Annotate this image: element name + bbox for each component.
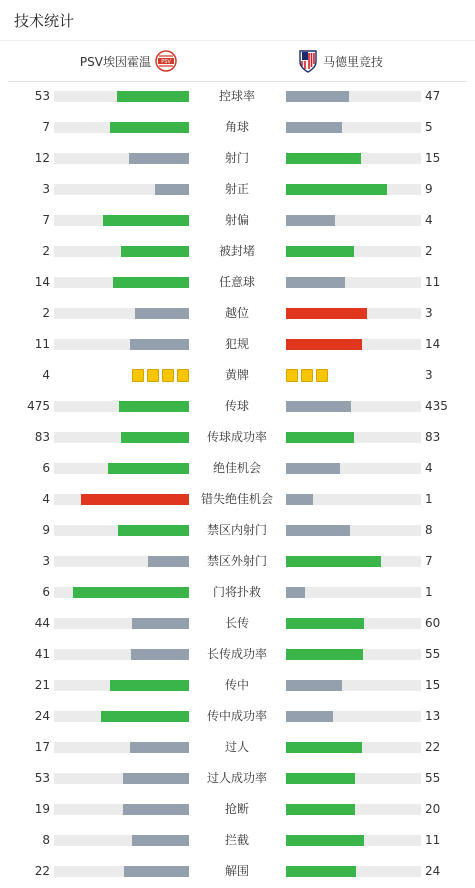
- away-value: 47: [425, 89, 441, 103]
- away-bar-track: [286, 773, 421, 784]
- home-bar-track: [54, 463, 189, 474]
- away-bar-track: [286, 246, 421, 257]
- stat-row: [0, 546, 475, 577]
- stat-row: [0, 360, 475, 391]
- stat-label: 射门: [224, 151, 249, 165]
- away-bar: [286, 525, 350, 536]
- away-bar-track: [286, 432, 421, 443]
- away-bar: [286, 618, 364, 629]
- home-value: 17: [34, 740, 50, 754]
- stat-label: 越位: [224, 306, 249, 320]
- away-bar-track: [286, 308, 421, 319]
- home-bar: [123, 804, 189, 815]
- stat-label: 禁区外射门: [206, 554, 267, 568]
- home-value: 6: [42, 585, 50, 599]
- away-team-name: 马德里竞技: [323, 54, 384, 69]
- header-bar: [0, 0, 475, 41]
- stat-label: 传球: [224, 399, 249, 413]
- yellow-card-icon: [132, 369, 144, 382]
- away-value: 7: [425, 554, 433, 568]
- stat-row: [0, 577, 475, 608]
- stat-label: 犯规: [224, 337, 249, 351]
- away-bar: [286, 649, 363, 660]
- stat-row: [0, 112, 475, 143]
- home-bar: [124, 866, 189, 877]
- home-bar: [110, 122, 189, 133]
- yellow-card-icon: [286, 369, 298, 382]
- stat-label: 角球: [224, 120, 249, 134]
- stat-label: 错失绝佳机会: [200, 492, 273, 506]
- home-bar: [110, 680, 189, 691]
- home-bar-track: [54, 184, 189, 195]
- stat-row: [0, 205, 475, 236]
- home-bar: [121, 246, 189, 257]
- away-bar: [286, 153, 361, 164]
- home-bar-track: [54, 649, 189, 660]
- home-bar-track: [54, 618, 189, 629]
- stat-row: [0, 515, 475, 546]
- home-value: 21: [34, 678, 50, 692]
- home-bar-track: [54, 835, 189, 846]
- away-bar-track: [286, 680, 421, 691]
- stat-label: 禁区内射门: [206, 523, 267, 537]
- away-bar: [286, 215, 335, 226]
- away-bar-track: [286, 494, 421, 505]
- away-bar: [286, 866, 356, 877]
- away-value: 20: [425, 802, 441, 816]
- home-value: 12: [34, 151, 50, 165]
- away-bar: [286, 339, 362, 350]
- home-bar-track: [54, 277, 189, 288]
- home-value: 7: [42, 120, 50, 134]
- away-value: 1: [425, 585, 433, 599]
- away-value: 4: [425, 461, 433, 475]
- away-value: 11: [425, 275, 441, 289]
- stat-label: 解围: [224, 864, 249, 878]
- home-bar: [121, 432, 189, 443]
- home-bar-track: [54, 122, 189, 133]
- stat-label: 绝佳机会: [212, 461, 261, 475]
- home-bar: [148, 556, 189, 567]
- home-bar-track: [54, 91, 189, 102]
- away-bar-track: [286, 215, 421, 226]
- stat-row: [0, 794, 475, 825]
- home-bar-track: [54, 680, 189, 691]
- home-value: 4: [42, 492, 50, 506]
- stat-row: [0, 81, 475, 112]
- away-bar: [286, 91, 349, 102]
- home-bar: [130, 339, 189, 350]
- home-bar-track: [54, 525, 189, 536]
- stat-row: [0, 174, 475, 205]
- home-bar-track: [54, 804, 189, 815]
- atletico-crest-icon: [297, 50, 319, 72]
- home-bar: [123, 773, 189, 784]
- home-bar: [113, 277, 189, 288]
- home-value: 19: [34, 802, 50, 816]
- yellow-card-icon: [147, 369, 159, 382]
- stat-label: 控球率: [218, 89, 255, 103]
- away-value: 60: [425, 616, 441, 630]
- stat-row: [0, 484, 475, 515]
- home-bar: [155, 184, 189, 195]
- home-bar: [117, 91, 189, 102]
- home-bar-track: [54, 866, 189, 877]
- stat-row: [0, 856, 475, 887]
- home-value: 53: [34, 771, 50, 785]
- stat-row: [0, 670, 475, 701]
- home-bar: [108, 463, 189, 474]
- away-bar: [286, 742, 362, 753]
- away-bar: [286, 246, 354, 257]
- away-bar-track: [286, 587, 421, 598]
- stats-list: [0, 81, 475, 888]
- away-bar-track: [286, 866, 421, 877]
- yellow-card-icon: [162, 369, 174, 382]
- stat-row: [0, 732, 475, 763]
- away-value: 83: [425, 430, 441, 444]
- svg-text:PSV: PSV: [161, 58, 171, 65]
- away-bar-track: [286, 649, 421, 660]
- away-bar-track: [286, 184, 421, 195]
- home-bar-track: [54, 339, 189, 350]
- away-value: 2: [425, 244, 433, 258]
- home-bar: [129, 153, 189, 164]
- away-value: 14: [425, 337, 441, 351]
- home-value: 53: [34, 89, 50, 103]
- away-bar: [286, 587, 305, 598]
- away-bar-track: [286, 91, 421, 102]
- home-value: 24: [34, 709, 50, 723]
- home-value: 4: [42, 368, 50, 382]
- page-title: 技术统计: [14, 12, 75, 30]
- away-bar: [286, 308, 367, 319]
- away-bar-track: [286, 339, 421, 350]
- away-bar-track: [286, 401, 421, 412]
- away-bar-track: [286, 277, 421, 288]
- away-bar-track: [286, 153, 421, 164]
- away-value: 5: [425, 120, 433, 134]
- home-value: 83: [34, 430, 50, 444]
- stat-row: [0, 763, 475, 794]
- stat-row: [0, 391, 475, 422]
- home-bar-track: [54, 773, 189, 784]
- stat-row: [0, 701, 475, 732]
- home-bar: [101, 711, 189, 722]
- home-bar-track: [54, 494, 189, 505]
- away-value: 55: [425, 771, 441, 785]
- home-team-name: PSV埃因霍温: [79, 54, 151, 69]
- stat-label: 门将扑救: [212, 585, 261, 599]
- stat-row: [0, 453, 475, 484]
- stat-row: [0, 298, 475, 329]
- away-value: 13: [425, 709, 441, 723]
- home-value: 11: [34, 337, 50, 351]
- home-bar-track: [54, 153, 189, 164]
- away-bar: [286, 680, 342, 691]
- away-bar-track: [286, 711, 421, 722]
- away-value: 15: [425, 678, 441, 692]
- psv-crest-icon: [155, 50, 177, 72]
- home-bar-track: [54, 215, 189, 226]
- home-value: 9: [42, 523, 50, 537]
- away-value: 11: [425, 833, 441, 847]
- yellow-card-icon: [301, 369, 313, 382]
- stat-label: 射偏: [224, 213, 249, 227]
- away-value: 55: [425, 647, 441, 661]
- away-bar-track: [286, 742, 421, 753]
- away-value: 435: [425, 399, 448, 413]
- away-bar: [286, 556, 381, 567]
- home-bar-track: [54, 246, 189, 257]
- home-team[interactable]: [80, 41, 181, 81]
- home-value: 44: [34, 616, 50, 630]
- home-value: 2: [42, 244, 50, 258]
- away-bar-track: [286, 556, 421, 567]
- away-value: 15: [425, 151, 441, 165]
- stat-label: 黄牌: [224, 368, 249, 382]
- away-value: 3: [425, 306, 433, 320]
- away-value: 24: [425, 864, 441, 878]
- stat-row: [0, 236, 475, 267]
- home-bar-track: [54, 556, 189, 567]
- away-value: 4: [425, 213, 433, 227]
- away-bar-track: [286, 463, 421, 474]
- home-value: 22: [34, 864, 50, 878]
- home-bar-track: [54, 401, 189, 412]
- away-bar-track: [286, 122, 421, 133]
- stat-label: 长传: [224, 616, 249, 630]
- stat-label: 任意球: [218, 275, 255, 289]
- stat-label: 传中成功率: [206, 709, 267, 723]
- away-bar: [286, 835, 364, 846]
- away-bar: [286, 494, 313, 505]
- home-value: 475: [27, 399, 50, 413]
- away-yellow-cards: [286, 369, 328, 382]
- home-value: 6: [42, 461, 50, 475]
- home-value: 41: [34, 647, 50, 661]
- away-bar: [286, 277, 345, 288]
- home-bar-track: [54, 432, 189, 443]
- home-bar: [119, 401, 189, 412]
- teams-header: [8, 41, 467, 82]
- stat-row: [0, 143, 475, 174]
- stat-label: 传球成功率: [206, 430, 267, 444]
- home-value: 8: [42, 833, 50, 847]
- home-value: 3: [42, 182, 50, 196]
- away-value: 8: [425, 523, 433, 537]
- home-bar-track: [54, 587, 189, 598]
- away-bar: [286, 711, 333, 722]
- away-bar-track: [286, 835, 421, 846]
- away-team[interactable]: [293, 41, 383, 81]
- stat-label: 长传成功率: [206, 647, 267, 661]
- away-value: 1: [425, 492, 433, 506]
- stat-row: [0, 329, 475, 360]
- home-value: 3: [42, 554, 50, 568]
- stat-row: [0, 422, 475, 453]
- away-bar: [286, 122, 342, 133]
- home-bar: [132, 618, 189, 629]
- stat-row: [0, 267, 475, 298]
- stat-label: 传中: [224, 678, 249, 692]
- home-bar: [130, 742, 189, 753]
- home-value: 14: [34, 275, 50, 289]
- home-bar: [118, 525, 189, 536]
- away-bar: [286, 773, 355, 784]
- yellow-card-icon: [316, 369, 328, 382]
- home-value: 7: [42, 213, 50, 227]
- home-bar: [135, 308, 189, 319]
- stat-label: 拦截: [224, 833, 249, 847]
- away-bar-track: [286, 804, 421, 815]
- yellow-card-icon: [177, 369, 189, 382]
- home-yellow-cards: [132, 369, 189, 382]
- away-value: 22: [425, 740, 441, 754]
- home-bar: [73, 587, 189, 598]
- home-bar-track: [54, 711, 189, 722]
- stat-label: 射正: [224, 182, 249, 196]
- home-bar-track: [54, 742, 189, 753]
- home-value: 2: [42, 306, 50, 320]
- away-value: 3: [425, 368, 433, 382]
- away-bar: [286, 432, 354, 443]
- away-bar-track: [286, 618, 421, 629]
- stat-label: 过人: [224, 740, 249, 754]
- away-value: 9: [425, 182, 433, 196]
- away-bar: [286, 184, 387, 195]
- stat-row: [0, 825, 475, 856]
- stat-label: 过人成功率: [206, 771, 267, 785]
- away-bar: [286, 804, 355, 815]
- home-bar: [81, 494, 189, 505]
- home-bar-track: [54, 308, 189, 319]
- away-bar-track: [286, 525, 421, 536]
- away-bar: [286, 401, 351, 412]
- away-bar: [286, 463, 340, 474]
- home-bar: [132, 835, 189, 846]
- stat-row: [0, 608, 475, 639]
- stat-label: 被封堵: [218, 244, 255, 258]
- stat-label: 抢断: [224, 802, 249, 816]
- stat-row: [0, 639, 475, 670]
- home-bar: [131, 649, 189, 660]
- home-bar: [103, 215, 189, 226]
